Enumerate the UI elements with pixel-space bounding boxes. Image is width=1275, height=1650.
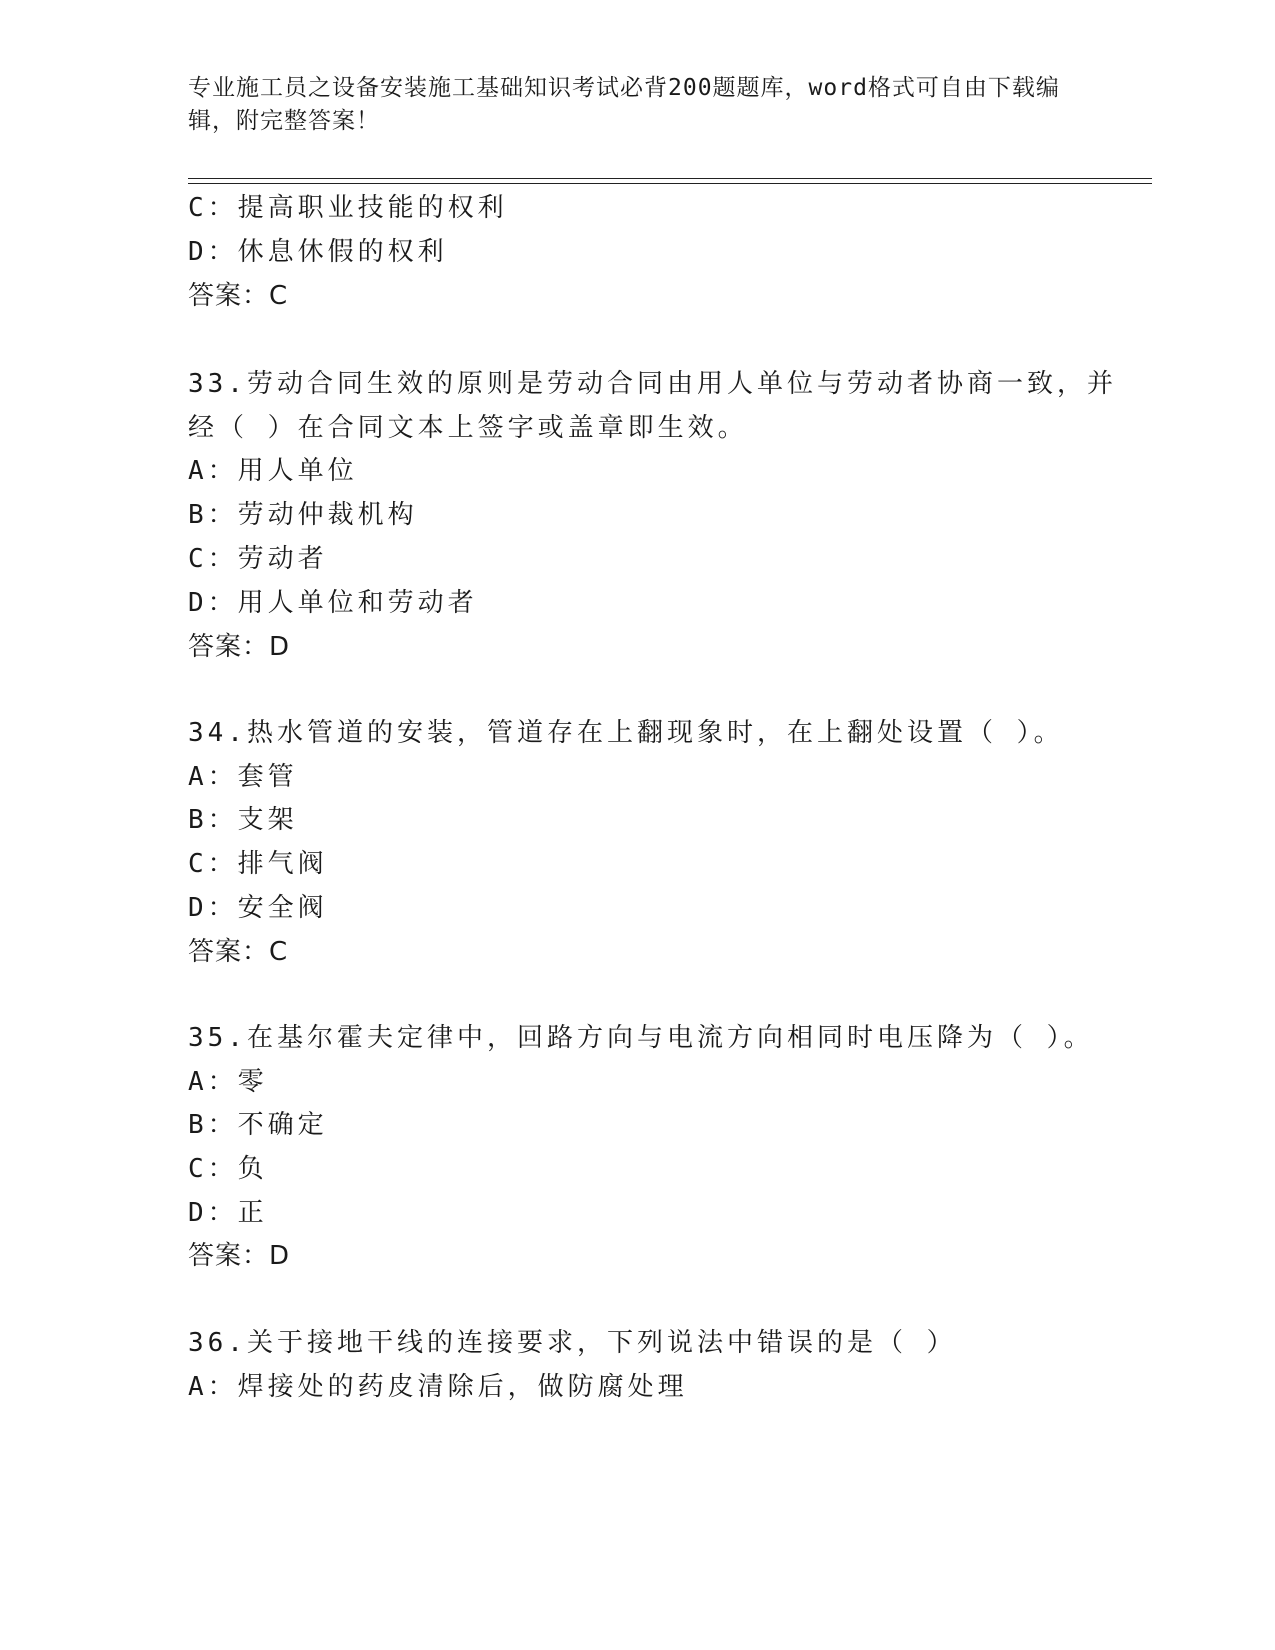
q34-option-d: D：安全阀 — [188, 893, 328, 923]
answer-label: 答案： — [188, 937, 270, 967]
answer-label: 答案： — [188, 281, 270, 311]
answer-value: D — [269, 632, 291, 662]
q33-option-b: B：劳动仲裁机构 — [188, 500, 418, 530]
answer-label: 答案： — [188, 632, 270, 662]
q34-option-b: B：支架 — [188, 805, 298, 835]
answer-label: 答案： — [188, 1241, 270, 1271]
q35-option-d: D：正 — [188, 1198, 268, 1228]
q34-stem: 34.热水管道的安装，管道存在上翻现象时，在上翻处设置（ ）。 — [188, 718, 1064, 748]
q33-option-a: A：用人单位 — [188, 456, 358, 486]
q33-stem-line-2: 经（ ）在合同文本上签字或盖章即生效。 — [188, 413, 748, 443]
q34-option-a: A：套管 — [188, 762, 298, 792]
q35-stem: 35.在基尔霍夫定律中，回路方向与电流方向相同时电压降为（ ）。 — [188, 1023, 1094, 1053]
answer-value: C — [269, 281, 289, 311]
header-title: 专业施工员之设备安装施工基础知识考试必背200题题库，word格式可自由下载编辑，附完整答案！ — [188, 75, 1060, 134]
q36-stem: 36.关于接地干线的连接要求，下列说法中错误的是（ ） — [188, 1328, 957, 1358]
q33-answer — [188, 630, 290, 664]
q36-option-a: A：焊接处的药皮清除后，做防腐处理 — [188, 1372, 688, 1402]
q35-answer — [188, 1239, 290, 1273]
q32-option-d: D：休息休假的权利 — [188, 237, 448, 267]
q32-answer — [188, 279, 288, 313]
q35-option-a: A：零 — [188, 1067, 268, 1097]
q33-stem-line-1: 33.劳动合同生效的原则是劳动合同由用人单位与劳动者协商一致，并 — [188, 369, 1117, 399]
header-rule-bottom — [188, 183, 1152, 184]
q35-option-b: B：不确定 — [188, 1110, 328, 1140]
q34-answer — [188, 935, 288, 969]
q34-option-c: C：排气阀 — [188, 849, 328, 879]
document-header — [188, 72, 1088, 138]
q33-option-d: D：用人单位和劳动者 — [188, 588, 478, 618]
q33-option-c: C：劳动者 — [188, 544, 328, 574]
header-rule-top — [188, 178, 1152, 179]
q35-option-c: C：负 — [188, 1154, 268, 1184]
answer-value: D — [269, 1241, 291, 1271]
answer-value: C — [269, 937, 289, 967]
q32-option-c: C：提高职业技能的权利 — [188, 193, 508, 223]
